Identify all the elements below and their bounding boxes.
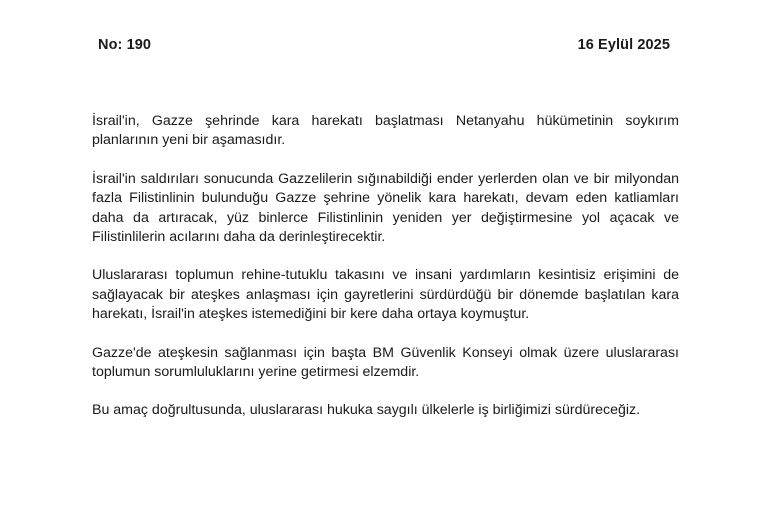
paragraph-4: Gazze'de ateşkesin sağlanması için başta BM Güvenlik Konseyi olmak üzere uluslararası toplumun sorumluluklarını yerine getirmesi elzemdir. [92,344,679,381]
document-date: 16 Eylül 2025 [577,37,670,53]
paragraph-3: Uluslararası toplumun rehine-tutuklu takasını ve insani yardımların kesintisiz erişimini de sağlayacak bir ateşkes anlaşması için gayretlerini sürdürdüğü bir dönemde başlatılan kara harekatı, İsrail'in ateşkes istemediğini bir kere daha ortaya koymuştur. [92,267,679,323]
paragraph-5: Bu amaç doğrultusunda, uluslararası hukuka saygılı ülkelerle iş birliğimizi sürdüreceğiz. [92,402,641,419]
paragraph-2: İsrail'in saldırıları sonucunda Gazzelilerin sığınabildiği ender yerlerden olan ve bir milyondan fazla Filistinlinin bulunduğu Gazze şehrine yönelik kara harekatı, devam eden katliamları daha da artıracak, yüz binlerce Filistinlinin yeniden yer değiştirmesine yol açacak ve Filistinlilerin acılarını daha da derinleştirecektir. [92,170,679,246]
document-header [98,37,670,53]
document-number: No: 190 [98,37,152,53]
paragraph-1: İsrail'in, Gazze şehrinde kara harekatı başlatması Netanyahu hükümetinin soykırım planlarının yeni bir aşamasıdır. [92,113,679,149]
document-body [92,112,679,440]
